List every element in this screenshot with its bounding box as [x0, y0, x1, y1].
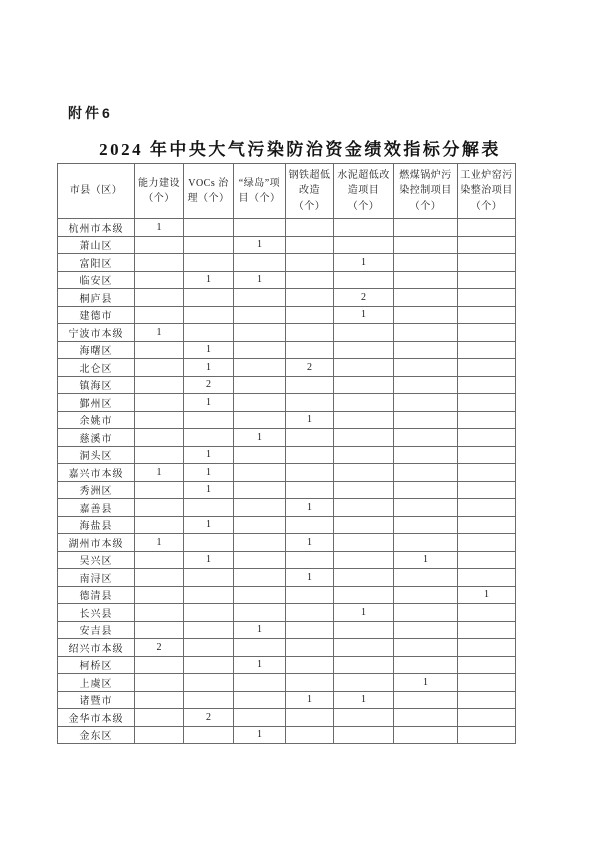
value-cell	[334, 586, 394, 604]
value-cell	[334, 271, 394, 289]
value-cell	[135, 446, 184, 464]
value-cell	[286, 394, 334, 412]
value-cell	[394, 691, 458, 709]
value-cell	[458, 236, 516, 254]
table-row	[58, 429, 516, 447]
value-cell: 1	[334, 254, 394, 272]
value-cell	[184, 674, 234, 692]
value-cell	[458, 219, 516, 237]
region-cell: 诸暨市	[58, 691, 135, 709]
value-cell	[334, 376, 394, 394]
table-row	[58, 341, 516, 359]
value-cell	[135, 621, 184, 639]
value-cell	[135, 359, 184, 377]
value-cell	[334, 569, 394, 587]
value-cell	[458, 411, 516, 429]
value-cell	[394, 569, 458, 587]
value-cell	[286, 674, 334, 692]
value-cell	[458, 569, 516, 587]
value-cell	[234, 534, 286, 552]
value-cell	[394, 446, 458, 464]
value-cell	[334, 481, 394, 499]
value-cell: 1	[286, 499, 334, 517]
table-row	[58, 639, 516, 657]
value-cell	[286, 306, 334, 324]
value-cell: 1	[184, 271, 234, 289]
value-cell	[234, 691, 286, 709]
value-cell	[394, 621, 458, 639]
table-row	[58, 359, 516, 377]
value-cell	[135, 306, 184, 324]
value-cell	[394, 656, 458, 674]
region-cell: 吴兴区	[58, 551, 135, 569]
value-cell	[334, 411, 394, 429]
value-cell	[184, 236, 234, 254]
table-row	[58, 254, 516, 272]
value-cell	[135, 341, 184, 359]
table-row	[58, 604, 516, 622]
table-row	[58, 499, 516, 517]
table-row	[58, 411, 516, 429]
value-cell	[286, 726, 334, 744]
value-cell	[334, 499, 394, 517]
value-cell	[234, 411, 286, 429]
value-cell	[458, 324, 516, 342]
value-cell	[286, 219, 334, 237]
value-cell	[286, 656, 334, 674]
table-row	[58, 621, 516, 639]
value-cell	[135, 429, 184, 447]
value-cell	[458, 306, 516, 324]
value-cell	[394, 376, 458, 394]
value-cell	[286, 341, 334, 359]
value-cell	[458, 516, 516, 534]
value-cell	[184, 324, 234, 342]
value-cell	[394, 499, 458, 517]
table-row	[58, 446, 516, 464]
table-row	[58, 691, 516, 709]
value-cell	[334, 674, 394, 692]
table-row	[58, 481, 516, 499]
value-cell	[135, 499, 184, 517]
value-cell	[334, 709, 394, 727]
table-row	[58, 516, 516, 534]
value-cell	[234, 709, 286, 727]
value-cell: 1	[135, 324, 184, 342]
value-cell: 1	[184, 394, 234, 412]
value-cell	[135, 411, 184, 429]
value-cell	[286, 289, 334, 307]
value-cell	[334, 429, 394, 447]
value-cell	[334, 621, 394, 639]
value-cell: 2	[184, 709, 234, 727]
region-cell: 德清县	[58, 586, 135, 604]
allocation-table	[57, 163, 516, 744]
value-cell	[334, 359, 394, 377]
value-cell	[234, 464, 286, 482]
region-cell: 杭州市本级	[58, 219, 135, 237]
value-cell	[334, 236, 394, 254]
value-cell	[184, 534, 234, 552]
value-cell	[334, 341, 394, 359]
value-cell	[234, 341, 286, 359]
value-cell	[334, 516, 394, 534]
value-cell	[184, 586, 234, 604]
value-cell	[184, 219, 234, 237]
value-cell	[234, 481, 286, 499]
region-cell: 金华市本级	[58, 709, 135, 727]
table-row	[58, 394, 516, 412]
value-cell	[135, 271, 184, 289]
page-title: 2024 年中央大气污染防治资金绩效指标分解表	[99, 140, 501, 159]
value-cell	[286, 429, 334, 447]
value-cell	[458, 271, 516, 289]
value-cell	[135, 289, 184, 307]
value-cell	[458, 691, 516, 709]
value-cell	[286, 271, 334, 289]
value-cell	[135, 236, 184, 254]
value-cell	[286, 621, 334, 639]
column-header-4: 钢铁超低改造（个）	[286, 164, 334, 219]
value-cell	[234, 586, 286, 604]
table-header-row	[58, 164, 516, 219]
value-cell	[394, 481, 458, 499]
value-cell	[394, 289, 458, 307]
value-cell: 1	[286, 411, 334, 429]
value-cell	[394, 411, 458, 429]
region-cell: 富阳区	[58, 254, 135, 272]
value-cell	[286, 586, 334, 604]
value-cell	[135, 551, 184, 569]
value-cell	[135, 254, 184, 272]
value-cell	[135, 726, 184, 744]
value-cell: 1	[394, 551, 458, 569]
value-cell	[394, 359, 458, 377]
value-cell: 1	[234, 621, 286, 639]
value-cell	[458, 604, 516, 622]
value-cell: 1	[234, 429, 286, 447]
value-cell: 1	[234, 726, 286, 744]
value-cell	[394, 341, 458, 359]
value-cell	[286, 639, 334, 657]
value-cell	[458, 621, 516, 639]
value-cell	[458, 499, 516, 517]
value-cell	[135, 394, 184, 412]
value-cell	[234, 499, 286, 517]
value-cell: 2	[184, 376, 234, 394]
value-cell	[234, 219, 286, 237]
value-cell	[234, 551, 286, 569]
value-cell	[458, 429, 516, 447]
value-cell	[458, 709, 516, 727]
region-cell: 上虞区	[58, 674, 135, 692]
region-cell: 海曙区	[58, 341, 135, 359]
value-cell	[394, 464, 458, 482]
region-cell: 金东区	[58, 726, 135, 744]
table-row	[58, 219, 516, 237]
value-cell	[234, 306, 286, 324]
value-cell	[286, 324, 334, 342]
region-cell: 洞头区	[58, 446, 135, 464]
value-cell: 2	[135, 639, 184, 657]
region-cell: 临安区	[58, 271, 135, 289]
value-cell	[234, 516, 286, 534]
value-cell	[234, 376, 286, 394]
value-cell: 2	[334, 289, 394, 307]
value-cell	[334, 446, 394, 464]
region-cell: 萧山区	[58, 236, 135, 254]
value-cell: 1	[286, 691, 334, 709]
value-cell	[394, 306, 458, 324]
value-cell: 1	[184, 464, 234, 482]
value-cell: 1	[184, 481, 234, 499]
value-cell	[184, 411, 234, 429]
table-row	[58, 324, 516, 342]
value-cell	[394, 639, 458, 657]
region-cell: 余姚市	[58, 411, 135, 429]
value-cell	[234, 446, 286, 464]
column-header-2: VOCs 治理（个）	[184, 164, 234, 219]
value-cell	[234, 674, 286, 692]
value-cell	[334, 639, 394, 657]
value-cell	[184, 499, 234, 517]
value-cell: 1	[135, 219, 184, 237]
value-cell	[234, 359, 286, 377]
value-cell	[184, 656, 234, 674]
table-row	[58, 674, 516, 692]
table-row	[58, 534, 516, 552]
value-cell	[394, 534, 458, 552]
value-cell	[286, 446, 334, 464]
value-cell	[458, 394, 516, 412]
value-cell	[135, 709, 184, 727]
value-cell: 1	[135, 464, 184, 482]
value-cell	[458, 289, 516, 307]
table-row	[58, 236, 516, 254]
table-body	[58, 219, 516, 744]
value-cell	[394, 254, 458, 272]
column-header-1: 能力建设（个）	[135, 164, 184, 219]
value-cell	[394, 709, 458, 727]
value-cell	[234, 604, 286, 622]
value-cell	[184, 604, 234, 622]
value-cell: 2	[286, 359, 334, 377]
value-cell: 1	[184, 446, 234, 464]
table-row	[58, 464, 516, 482]
region-cell: 安吉县	[58, 621, 135, 639]
value-cell	[135, 691, 184, 709]
value-cell	[234, 569, 286, 587]
value-cell	[458, 254, 516, 272]
value-cell	[334, 324, 394, 342]
table-row	[58, 656, 516, 674]
value-cell	[286, 254, 334, 272]
value-cell	[334, 219, 394, 237]
table-row	[58, 271, 516, 289]
value-cell	[286, 481, 334, 499]
table-row	[58, 569, 516, 587]
attachment-label: 附件6	[68, 105, 113, 121]
value-cell	[184, 254, 234, 272]
value-cell	[184, 621, 234, 639]
region-cell: 秀洲区	[58, 481, 135, 499]
value-cell: 1	[234, 656, 286, 674]
value-cell	[184, 306, 234, 324]
value-cell	[458, 674, 516, 692]
value-cell: 1	[334, 604, 394, 622]
value-cell	[135, 604, 184, 622]
value-cell	[334, 656, 394, 674]
value-cell	[458, 726, 516, 744]
region-cell: 湖州市本级	[58, 534, 135, 552]
value-cell: 1	[184, 359, 234, 377]
value-cell	[394, 219, 458, 237]
value-cell	[394, 394, 458, 412]
value-cell	[286, 516, 334, 534]
region-cell: 嘉兴市本级	[58, 464, 135, 482]
value-cell	[135, 586, 184, 604]
value-cell	[334, 394, 394, 412]
column-header-3: “绿岛”项目（个）	[234, 164, 286, 219]
region-cell: 鄞州区	[58, 394, 135, 412]
region-cell: 柯桥区	[58, 656, 135, 674]
value-cell	[458, 359, 516, 377]
value-cell	[184, 569, 234, 587]
column-header-5: 水泥超低改造项目（个）	[334, 164, 394, 219]
value-cell: 1	[286, 569, 334, 587]
table-row	[58, 551, 516, 569]
value-cell: 1	[458, 586, 516, 604]
value-cell: 1	[184, 551, 234, 569]
value-cell: 1	[234, 236, 286, 254]
region-cell: 桐庐县	[58, 289, 135, 307]
value-cell: 1	[234, 271, 286, 289]
region-cell: 建德市	[58, 306, 135, 324]
value-cell	[286, 376, 334, 394]
value-cell	[458, 656, 516, 674]
value-cell	[394, 586, 458, 604]
value-cell	[458, 534, 516, 552]
value-cell	[234, 289, 286, 307]
region-cell: 南浔区	[58, 569, 135, 587]
value-cell	[334, 726, 394, 744]
value-cell	[458, 446, 516, 464]
value-cell	[184, 429, 234, 447]
value-cell	[286, 709, 334, 727]
value-cell: 1	[286, 534, 334, 552]
value-cell	[135, 376, 184, 394]
value-cell: 1	[394, 674, 458, 692]
column-header-6: 燃煤锅炉污染控制项目（个）	[394, 164, 458, 219]
value-cell	[458, 341, 516, 359]
table-row	[58, 306, 516, 324]
table-row	[58, 709, 516, 727]
value-cell	[135, 569, 184, 587]
value-cell	[184, 639, 234, 657]
column-header-7: 工业炉窑污染整治项目（个）	[458, 164, 516, 219]
table-row	[58, 726, 516, 744]
value-cell	[286, 464, 334, 482]
value-cell	[334, 551, 394, 569]
table-row	[58, 586, 516, 604]
value-cell	[394, 271, 458, 289]
value-cell	[234, 639, 286, 657]
value-cell	[334, 464, 394, 482]
region-cell: 绍兴市本级	[58, 639, 135, 657]
value-cell: 1	[334, 691, 394, 709]
value-cell	[458, 376, 516, 394]
value-cell	[394, 429, 458, 447]
region-cell: 宁波市本级	[58, 324, 135, 342]
value-cell	[334, 534, 394, 552]
value-cell	[135, 481, 184, 499]
value-cell	[184, 726, 234, 744]
value-cell	[234, 324, 286, 342]
region-cell: 慈溪市	[58, 429, 135, 447]
value-cell	[135, 656, 184, 674]
value-cell	[394, 726, 458, 744]
value-cell: 1	[135, 534, 184, 552]
value-cell	[135, 674, 184, 692]
value-cell	[184, 289, 234, 307]
value-cell	[394, 516, 458, 534]
table-row	[58, 289, 516, 307]
value-cell	[458, 464, 516, 482]
value-cell	[234, 254, 286, 272]
value-cell	[286, 551, 334, 569]
value-cell: 1	[184, 516, 234, 534]
region-cell: 镇海区	[58, 376, 135, 394]
value-cell	[458, 639, 516, 657]
region-cell: 海盐县	[58, 516, 135, 534]
column-header-0: 市县（区）	[58, 164, 135, 219]
region-cell: 嘉善县	[58, 499, 135, 517]
value-cell	[458, 481, 516, 499]
region-cell: 长兴县	[58, 604, 135, 622]
value-cell	[394, 604, 458, 622]
value-cell	[394, 324, 458, 342]
value-cell: 1	[184, 341, 234, 359]
value-cell	[394, 236, 458, 254]
table-row	[58, 376, 516, 394]
value-cell	[184, 691, 234, 709]
value-cell	[135, 516, 184, 534]
value-cell	[286, 236, 334, 254]
value-cell	[458, 551, 516, 569]
value-cell	[286, 604, 334, 622]
region-cell: 北仑区	[58, 359, 135, 377]
value-cell	[234, 394, 286, 412]
value-cell: 1	[334, 306, 394, 324]
